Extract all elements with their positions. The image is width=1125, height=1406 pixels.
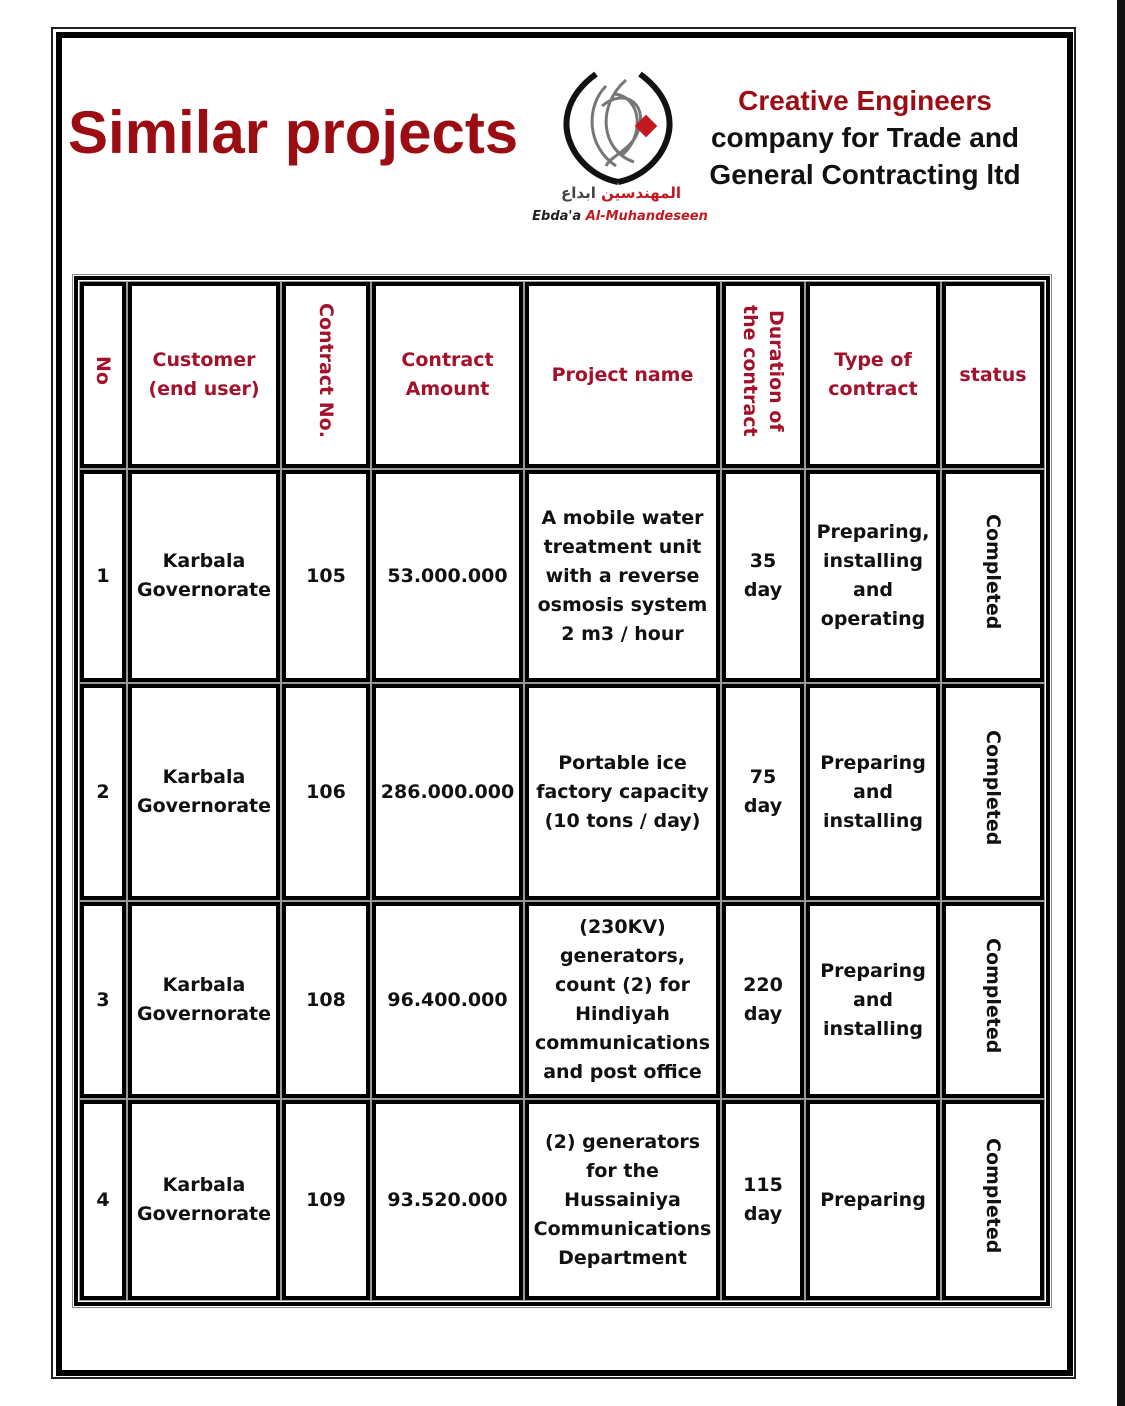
cell-project: Portable ice factory capacity (10 tons / day) [525,684,720,900]
cell-contract-no: 109 [282,1100,370,1300]
status-label: Completed [982,1137,1004,1254]
cell-customer: Karbala Governorate [128,902,280,1098]
cell-no: 4 [80,1100,126,1300]
scrollbar-edge [1117,0,1125,1406]
cell-project: (230KV) generators, count (2) for Hindiyah communications and post office [525,902,720,1098]
cell-project: A mobile water treatment unit with a reverse osmosis system 2 m3 / hour [525,470,720,682]
projects-table-wrapper [72,274,1052,1308]
cell-amount: 53.000.000 [372,470,523,682]
col-header-customer: Customer (end user) [128,282,280,468]
logo-en-prefix: Ebda'a [532,209,582,224]
cell-status [942,902,1044,1098]
cell-project: (2) generators for the Hussainiya Communications Department [525,1100,720,1300]
cell-status [942,684,1044,900]
cell-status [942,470,1044,682]
status-label: Completed [982,729,1004,846]
cell-status [942,1100,1044,1300]
cell-type: Preparing, installing and operating [806,470,940,682]
cell-type: Preparing [806,1100,940,1300]
cell-contract-no: 105 [282,470,370,682]
cell-customer: Karbala Governorate [128,470,280,682]
logo-arabic-text [556,184,686,202]
cell-duration: 115 day [722,1100,804,1300]
cell-customer: Karbala Governorate [128,1100,280,1300]
status-label: Completed [982,937,1004,1054]
company-name [700,82,1030,193]
table-row [80,1100,1044,1300]
cell-type: Preparing and installing [806,684,940,900]
logo-arabic-suffix: المهندسين [601,184,681,202]
projects-table [74,276,1050,1306]
col-header-duration-label: Duration of the contract [739,304,787,437]
page-title: Similar projects [68,99,519,166]
col-header-status: status [942,282,1044,468]
cell-no: 1 [80,470,126,682]
col-header-project: Project name [525,282,720,468]
cell-duration: 75 day [722,684,804,900]
company-line-1: Creative Engineers [738,85,992,116]
col-header-no [80,282,126,468]
cell-amount: 286.000.000 [372,684,523,900]
col-header-contract-no [282,282,370,468]
col-header-duration [722,282,804,468]
cell-amount: 96.400.000 [372,902,523,1098]
company-line-2: company for Trade and [710,122,1020,153]
col-header-contract-no-label: Contract No. [315,303,337,438]
logo-arabic-prefix: ابداع [561,184,596,202]
cell-contract-no: 108 [282,902,370,1098]
col-header-type: Type of contract [806,282,940,468]
cell-no: 2 [80,684,126,900]
logo-en-suffix: Al-Muhandeseen [585,209,708,224]
table-row [80,902,1044,1098]
col-header-no-label: No [92,356,114,385]
table-row [80,470,1044,682]
col-header-amount: Contract Amount [372,282,523,468]
table-row [80,684,1044,900]
cell-contract-no: 106 [282,684,370,900]
logo-english-text [530,209,710,224]
company-logo-icon [556,66,680,186]
cell-duration: 220 day [722,902,804,1098]
cell-customer: Karbala Governorate [128,684,280,900]
cell-duration: 35 day [722,470,804,682]
cell-type: Preparing and installing [806,902,940,1098]
table-header-row [80,282,1044,468]
cell-no: 3 [80,902,126,1098]
status-label: Completed [982,513,1004,630]
cell-amount: 93.520.000 [372,1100,523,1300]
company-line-3: General Contracting ltd [709,159,1021,190]
